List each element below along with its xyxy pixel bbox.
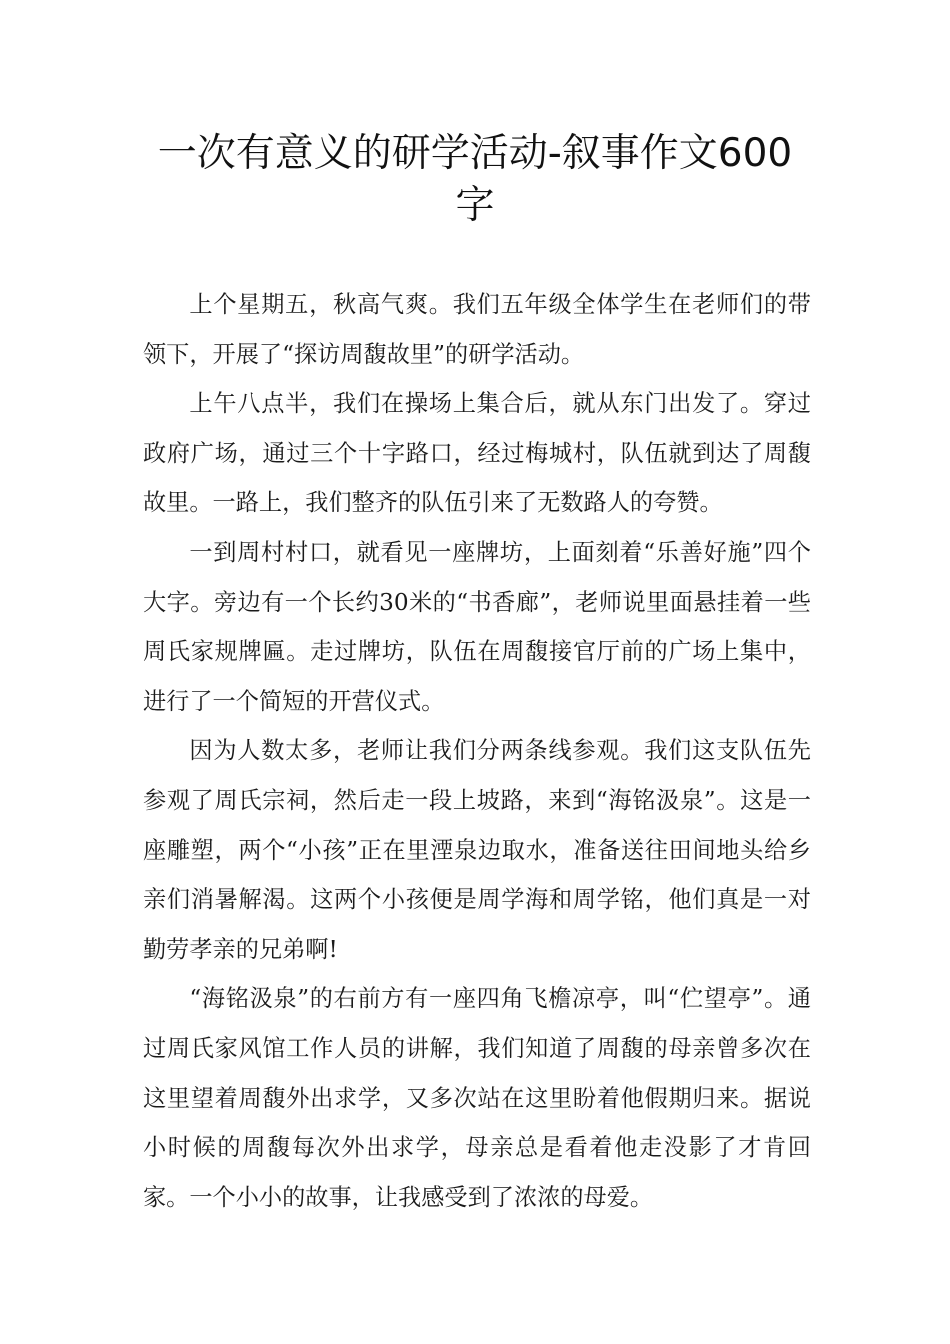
paragraph-5: “海铭汲泉”的右前方有一座四角飞檐凉亭，叫“伫望亭”。通过周氏家风馆工作人员的讲解，我们知道了周馥的母亲曾多次在这里望着周馥外出求学，又多次站在这里盼着他假期归来。据说小时候的周馥每次外出求学，母亲总是看着他走没影了才肯回家。一个小小的故事，让我感受到了浓浓的母爱。	[143, 985, 811, 1211]
paragraph-3: 一到周村村口，就看见一座牌坊，上面刻着“乐善好施”四个大字。旁边有一个长约30米的“书香廊”，老师说里面悬挂着一些周氏家规牌匾。走过牌坊，队伍在周馥接官厅前的广场上集中，进行了一个简短的开营仪式。	[143, 538, 811, 715]
paragraph-2: 上午八点半，我们在操场上集合后，就从东门出发了。穿过政府广场，通过三个十字路口，经过梅城村，队伍就到达了周馥故里。一路上，我们整齐的队伍引来了无数路人的夸赞。	[143, 390, 811, 517]
paragraph-1: 上个星期五，秋高气爽。我们五年级全体学生在老师们的带领下，开展了“探访周馥故里”的研学活动。	[143, 291, 811, 368]
paragraph-4: 因为人数太多，老师让我们分两条线参观。我们这支队伍先参观了周氏宗祠，然后走一段上坡路，来到“海铭汲泉”。这是一座雕塑，两个“小孩”正在里湮泉边取水，准备送往田间地头给乡亲们消暑解渴。这两个小孩便是周学海和周学铭，他们真是一对勤劳孝亲的兄弟啊!	[143, 737, 811, 963]
document-body	[143, 280, 811, 1222]
document-title: 一次有意义的研学活动-叙事作文600字	[157, 131, 793, 228]
